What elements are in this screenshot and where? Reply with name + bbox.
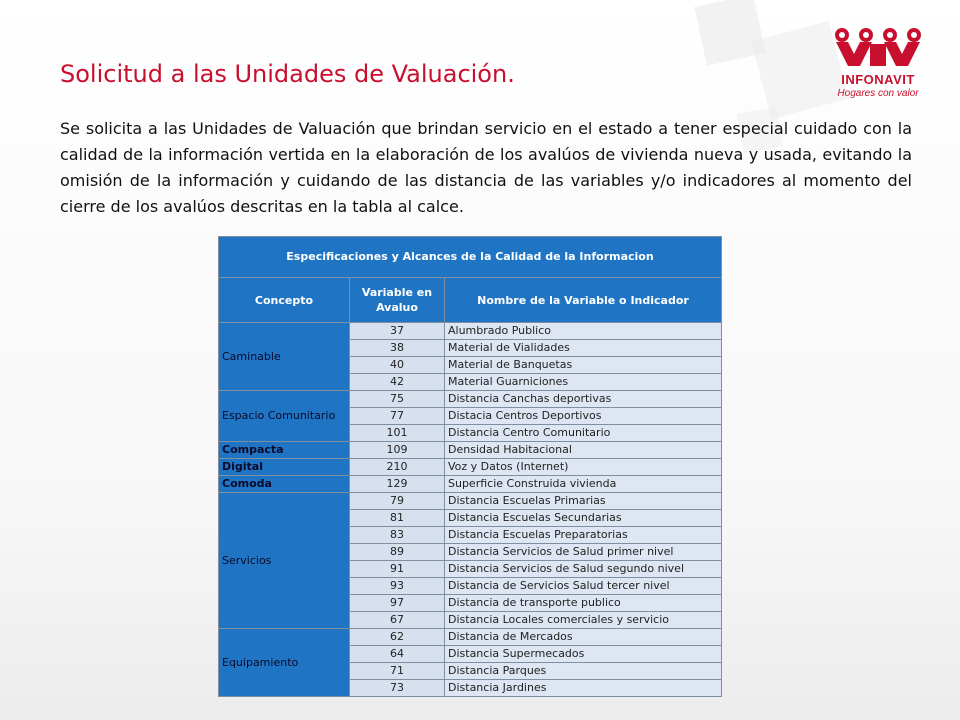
variable-number-cell: 42 <box>350 374 445 391</box>
variable-name-cell: Material de Vialidades <box>445 340 722 357</box>
infonavit-logo-icon <box>826 26 930 72</box>
variable-number-cell: 83 <box>350 527 445 544</box>
variable-name-cell: Distancia Canchas deportivas <box>445 391 722 408</box>
variable-name-cell: Distancia Escuelas Primarias <box>445 493 722 510</box>
infonavit-logo <box>826 26 930 106</box>
variable-number-cell: 64 <box>350 646 445 663</box>
table-row <box>219 459 722 476</box>
variable-number-cell: 67 <box>350 612 445 629</box>
table-row <box>219 493 722 510</box>
concept-cell: Compacta <box>219 442 350 459</box>
variable-number-cell: 37 <box>350 323 445 340</box>
column-header-variable: Variable en Avaluo <box>350 278 445 323</box>
variable-name-cell: Distancia Parques <box>445 663 722 680</box>
variable-name-cell: Distancia de Mercados <box>445 629 722 646</box>
variable-number-cell: 89 <box>350 544 445 561</box>
specifications-table <box>218 236 722 697</box>
table-row <box>219 323 722 340</box>
variable-name-cell: Distancia Supermecados <box>445 646 722 663</box>
variable-number-cell: 40 <box>350 357 445 374</box>
table-title: Especificaciones y Alcances de la Calidad de la Informacion <box>219 237 722 278</box>
variable-number-cell: 81 <box>350 510 445 527</box>
table-row <box>219 391 722 408</box>
variable-name-cell: Superficie Construida vivienda <box>445 476 722 493</box>
variable-name-cell: Distancia de Servicios Salud tercer nivel <box>445 578 722 595</box>
variable-number-cell: 93 <box>350 578 445 595</box>
variable-number-cell: 210 <box>350 459 445 476</box>
concept-cell: Comoda <box>219 476 350 493</box>
variable-number-cell: 91 <box>350 561 445 578</box>
variable-name-cell: Distancia Locales comerciales y servicio <box>445 612 722 629</box>
concept-cell: Caminable <box>219 323 350 391</box>
variable-name-cell: Distancia Servicios de Salud primer nivel <box>445 544 722 561</box>
logo-brand-text: INFONAVIT <box>841 72 915 87</box>
variable-name-cell: Material de Banquetas <box>445 357 722 374</box>
column-header-nombre: Nombre de la Variable o Indicador <box>445 278 722 323</box>
variable-number-cell: 71 <box>350 663 445 680</box>
variable-name-cell: Distancia Centro Comunitario <box>445 425 722 442</box>
table-row <box>219 476 722 493</box>
concept-cell: Digital <box>219 459 350 476</box>
variable-number-cell: 77 <box>350 408 445 425</box>
intro-paragraph: Se solicita a las Unidades de Valuación que brindan servicio en el estado a tener especial cuidado con la calidad de la información vertida en la elaboración de los avalúos de vivienda nueva y usada, evitando la omisión de la información y cuidando de las distancia de las variables y/o indicadores al momento del cierre de los avalúos descritas en la tabla al calce. <box>60 119 912 216</box>
variable-name-cell: Voz y Datos (Internet) <box>445 459 722 476</box>
variable-name-cell: Densidad Habitacional <box>445 442 722 459</box>
variable-number-cell: 101 <box>350 425 445 442</box>
variable-number-cell: 38 <box>350 340 445 357</box>
logo-slogan-text: Hogares con valor <box>837 88 919 99</box>
concept-cell: Espacio Comunitario <box>219 391 350 442</box>
concept-cell: Equipamiento <box>219 629 350 697</box>
variable-name-cell: Distacia Centros Deportivos <box>445 408 722 425</box>
variable-number-cell: 62 <box>350 629 445 646</box>
variable-name-cell: Distancia Escuelas Secundarias <box>445 510 722 527</box>
variable-name-cell: Distancia de transporte publico <box>445 595 722 612</box>
variable-number-cell: 75 <box>350 391 445 408</box>
variable-number-cell: 129 <box>350 476 445 493</box>
variable-number-cell: 97 <box>350 595 445 612</box>
variable-name-cell: Material Guarniciones <box>445 374 722 391</box>
table-row <box>219 442 722 459</box>
variable-number-cell: 73 <box>350 680 445 697</box>
column-header-concepto: Concepto <box>219 278 350 323</box>
variable-name-cell: Distancia Jardines <box>445 680 722 697</box>
variable-name-cell: Alumbrado Publico <box>445 323 722 340</box>
table-body <box>219 323 722 697</box>
variable-name-cell: Distancia Servicios de Salud segundo nivel <box>445 561 722 578</box>
concept-cell: Servicios <box>219 493 350 629</box>
variable-number-cell: 79 <box>350 493 445 510</box>
variable-number-cell: 109 <box>350 442 445 459</box>
variable-name-cell: Distancia Escuelas Preparatorias <box>445 527 722 544</box>
page-title: Solicitud a las Unidades de Valuación. <box>60 60 515 88</box>
table-row <box>219 629 722 646</box>
